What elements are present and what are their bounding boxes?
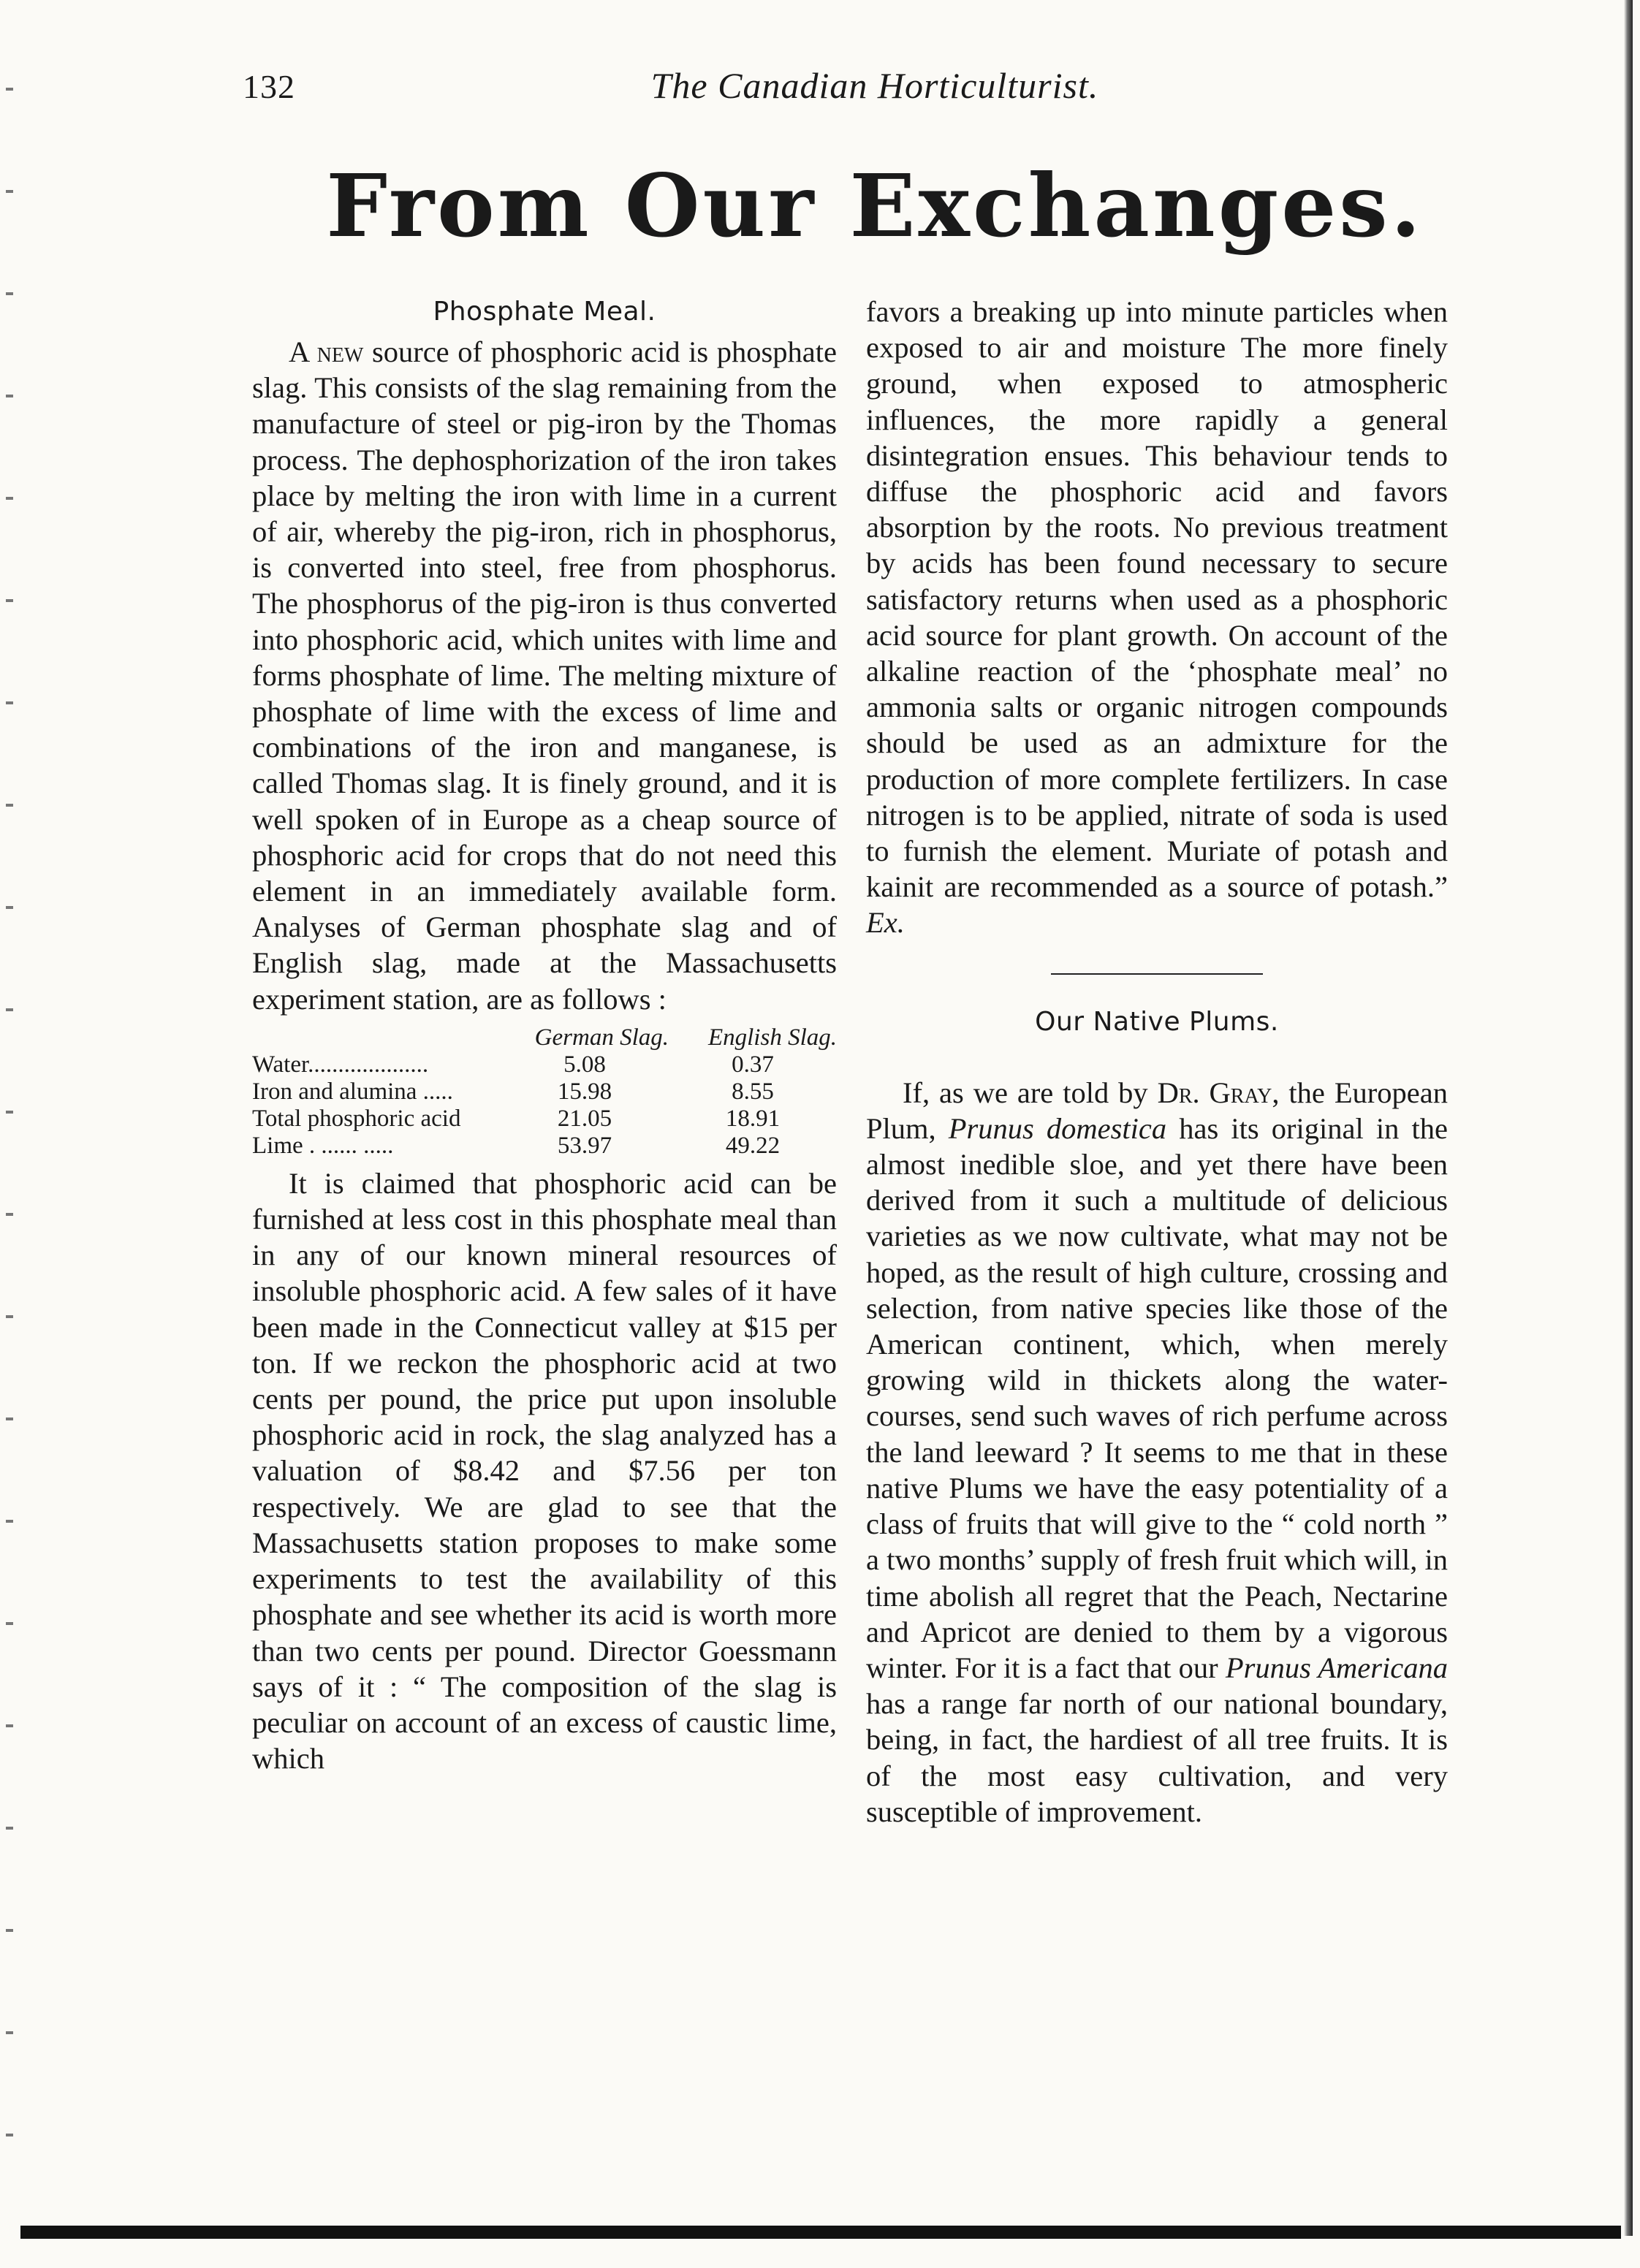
table-cell-english: 49.22 bbox=[725, 1132, 781, 1159]
paragraph-text: has its original in the almost inedible sloe, and yet there have been derived from it such a multitude of delicious varieties as we now cultivate, what may not be hoped, as the result of high culture, crossing and selection, from native species like those of the American continent, which, when merely growing wild in thickets along the water-courses, send such waves of rich perfume across the land leeward ? It seems to me that in these native Plums we have the easy potentiality of a class of fruits that will give to the “ cold north ” a two months’ supply of fresh fruit which will, in time abolish all regret that the Peach, Nectarine and Apricot are denied to them by a vigorous winter. For it is a fact that our bbox=[866, 1111, 1449, 1684]
source-credit: Ex. bbox=[866, 906, 905, 940]
right-column bbox=[866, 294, 1448, 1830]
paragraph-text: If, as we are told by bbox=[903, 1076, 1158, 1109]
table-cell-english: 0.37 bbox=[732, 1051, 774, 1078]
table-row bbox=[252, 1078, 837, 1106]
scan-margin-marks bbox=[6, 44, 13, 2163]
table-cell-german: 15.98 bbox=[557, 1078, 612, 1105]
table-cell-label: Total phosphoric acid bbox=[252, 1105, 461, 1132]
paragraph-text: favors a breaking up into minute particles when exposed to air and moisture The more finely ground, when exposed to atmospheric influences, the more rapidly a general disintegration ensues. This behaviour tends to diffuse the phosphoric acid and favors absorption by the roots. No previous treatment by acids has been found necessary to secure satisfactory returns when used as a phosphoric acid source for plant growth. On account of the alkaline reaction of the ‘phosphate meal’ no ammonia salts or organic nitrogen compounds should be used as an admixture for the production of more complete fertilizers. In case nitrogen is to be applied, nitrate of soda is used to furnish the element. Muriate of potash and kainit are recommended as a source of potash.” bbox=[866, 295, 1448, 904]
table-row bbox=[252, 1051, 837, 1078]
table-cell-label: Lime . ...... ..... bbox=[252, 1132, 394, 1159]
table-cell-label: Water.................... bbox=[252, 1051, 429, 1078]
scan-right-edge bbox=[1624, 0, 1633, 2236]
table-cell-german: 53.97 bbox=[557, 1132, 612, 1159]
table-cell-label: Iron and alumina ..... bbox=[252, 1078, 453, 1105]
table-cell-german: 5.08 bbox=[563, 1051, 606, 1078]
article-paragraph-continued bbox=[866, 294, 1448, 941]
running-head: The Canadian Horticulturist. bbox=[650, 65, 1099, 106]
paragraph-text: has a range far north of our national boundary, being, in fact, the hardiest of all tree fruits. It is of the most easy cultivation, and very susceptible of improvement. bbox=[866, 1687, 1448, 1828]
article-title-phosphate-meal: Phosphate Meal. bbox=[433, 297, 656, 327]
species-name: Prunus Americana bbox=[1225, 1651, 1448, 1684]
page-number: 132 bbox=[243, 68, 295, 105]
article-paragraph bbox=[866, 1075, 1448, 1830]
lead-word: A new bbox=[289, 335, 364, 368]
species-name: Prunus domestica bbox=[948, 1111, 1167, 1145]
table-row bbox=[252, 1133, 837, 1160]
left-column bbox=[252, 294, 837, 1776]
table-header-row bbox=[252, 1024, 837, 1051]
section-divider bbox=[1051, 973, 1263, 975]
table-cell-german: 21.05 bbox=[557, 1105, 612, 1132]
table-row bbox=[252, 1106, 837, 1133]
table-cell-english: 18.91 bbox=[725, 1105, 781, 1132]
scan-bottom-edge bbox=[20, 2226, 1621, 2239]
section-title: From Our Exchanges. bbox=[326, 155, 1424, 256]
table-header-blank bbox=[252, 1024, 501, 1051]
article-paragraph: It is claimed that phosphoric acid can be furnished at less cost in this phosphate meal than in any of our known mineral resources of insoluble phosphoric acid. A few sales of it have been made in the Connecticut valley at $15 per ton. If we reckon the phosphoric acid at two cents per pound, the price put upon insoluble phosphoric acid in rock, the slag analyzed has a valuation of $8.42 and $7.56 per ton respectively. We are glad to see that the Massachusetts station proposes to make some experiments to test the availability of this phosphate and see whether its acid is worth more than two cents per pound. Director Goessmann says of it : “ The composition of the slag is peculiar on account of an excess of caustic lime, which bbox=[252, 1166, 837, 1776]
table-header-german: German Slag. bbox=[534, 1024, 669, 1051]
article-paragraph bbox=[252, 334, 837, 1017]
author-name: Dr. Gray bbox=[1157, 1076, 1272, 1109]
heading-spacer bbox=[866, 1044, 1448, 1075]
paragraph-text: source of phosphoric acid is phosphate slag. This consists of the slag remaining from the manufacture of steel or pig-iron by the Thomas process. The dephosphorization of the iron takes place by melting the iron with lime in a current of air, whereby the pig-iron, rich in phosphorus, is converted into steel, free from phosphorus. The phosphorus of the pig-iron is thus converted into phosphoric acid, which unites with lime and forms phosphate of lime. The melting mixture of phosphate of lime with the excess of lime and combinations of the iron and manganese, is called Thomas slag. It is finely ground, and it is well spoken of in Europe as a cheap source of phosphoric acid for crops that do not need this element in an immediately available form. Analyses of German phosphate slag and of English slag, made at the Massachusetts experiment station, are as follows : bbox=[252, 335, 837, 1016]
paragraph-text: , the European Plum, bbox=[866, 1076, 1448, 1145]
table-header-english: English Slag. bbox=[707, 1024, 837, 1051]
article-title-native-plums: Our Native Plums. bbox=[1035, 1006, 1279, 1037]
slag-analysis-table bbox=[252, 1024, 837, 1160]
table-cell-english: 8.55 bbox=[732, 1078, 774, 1105]
